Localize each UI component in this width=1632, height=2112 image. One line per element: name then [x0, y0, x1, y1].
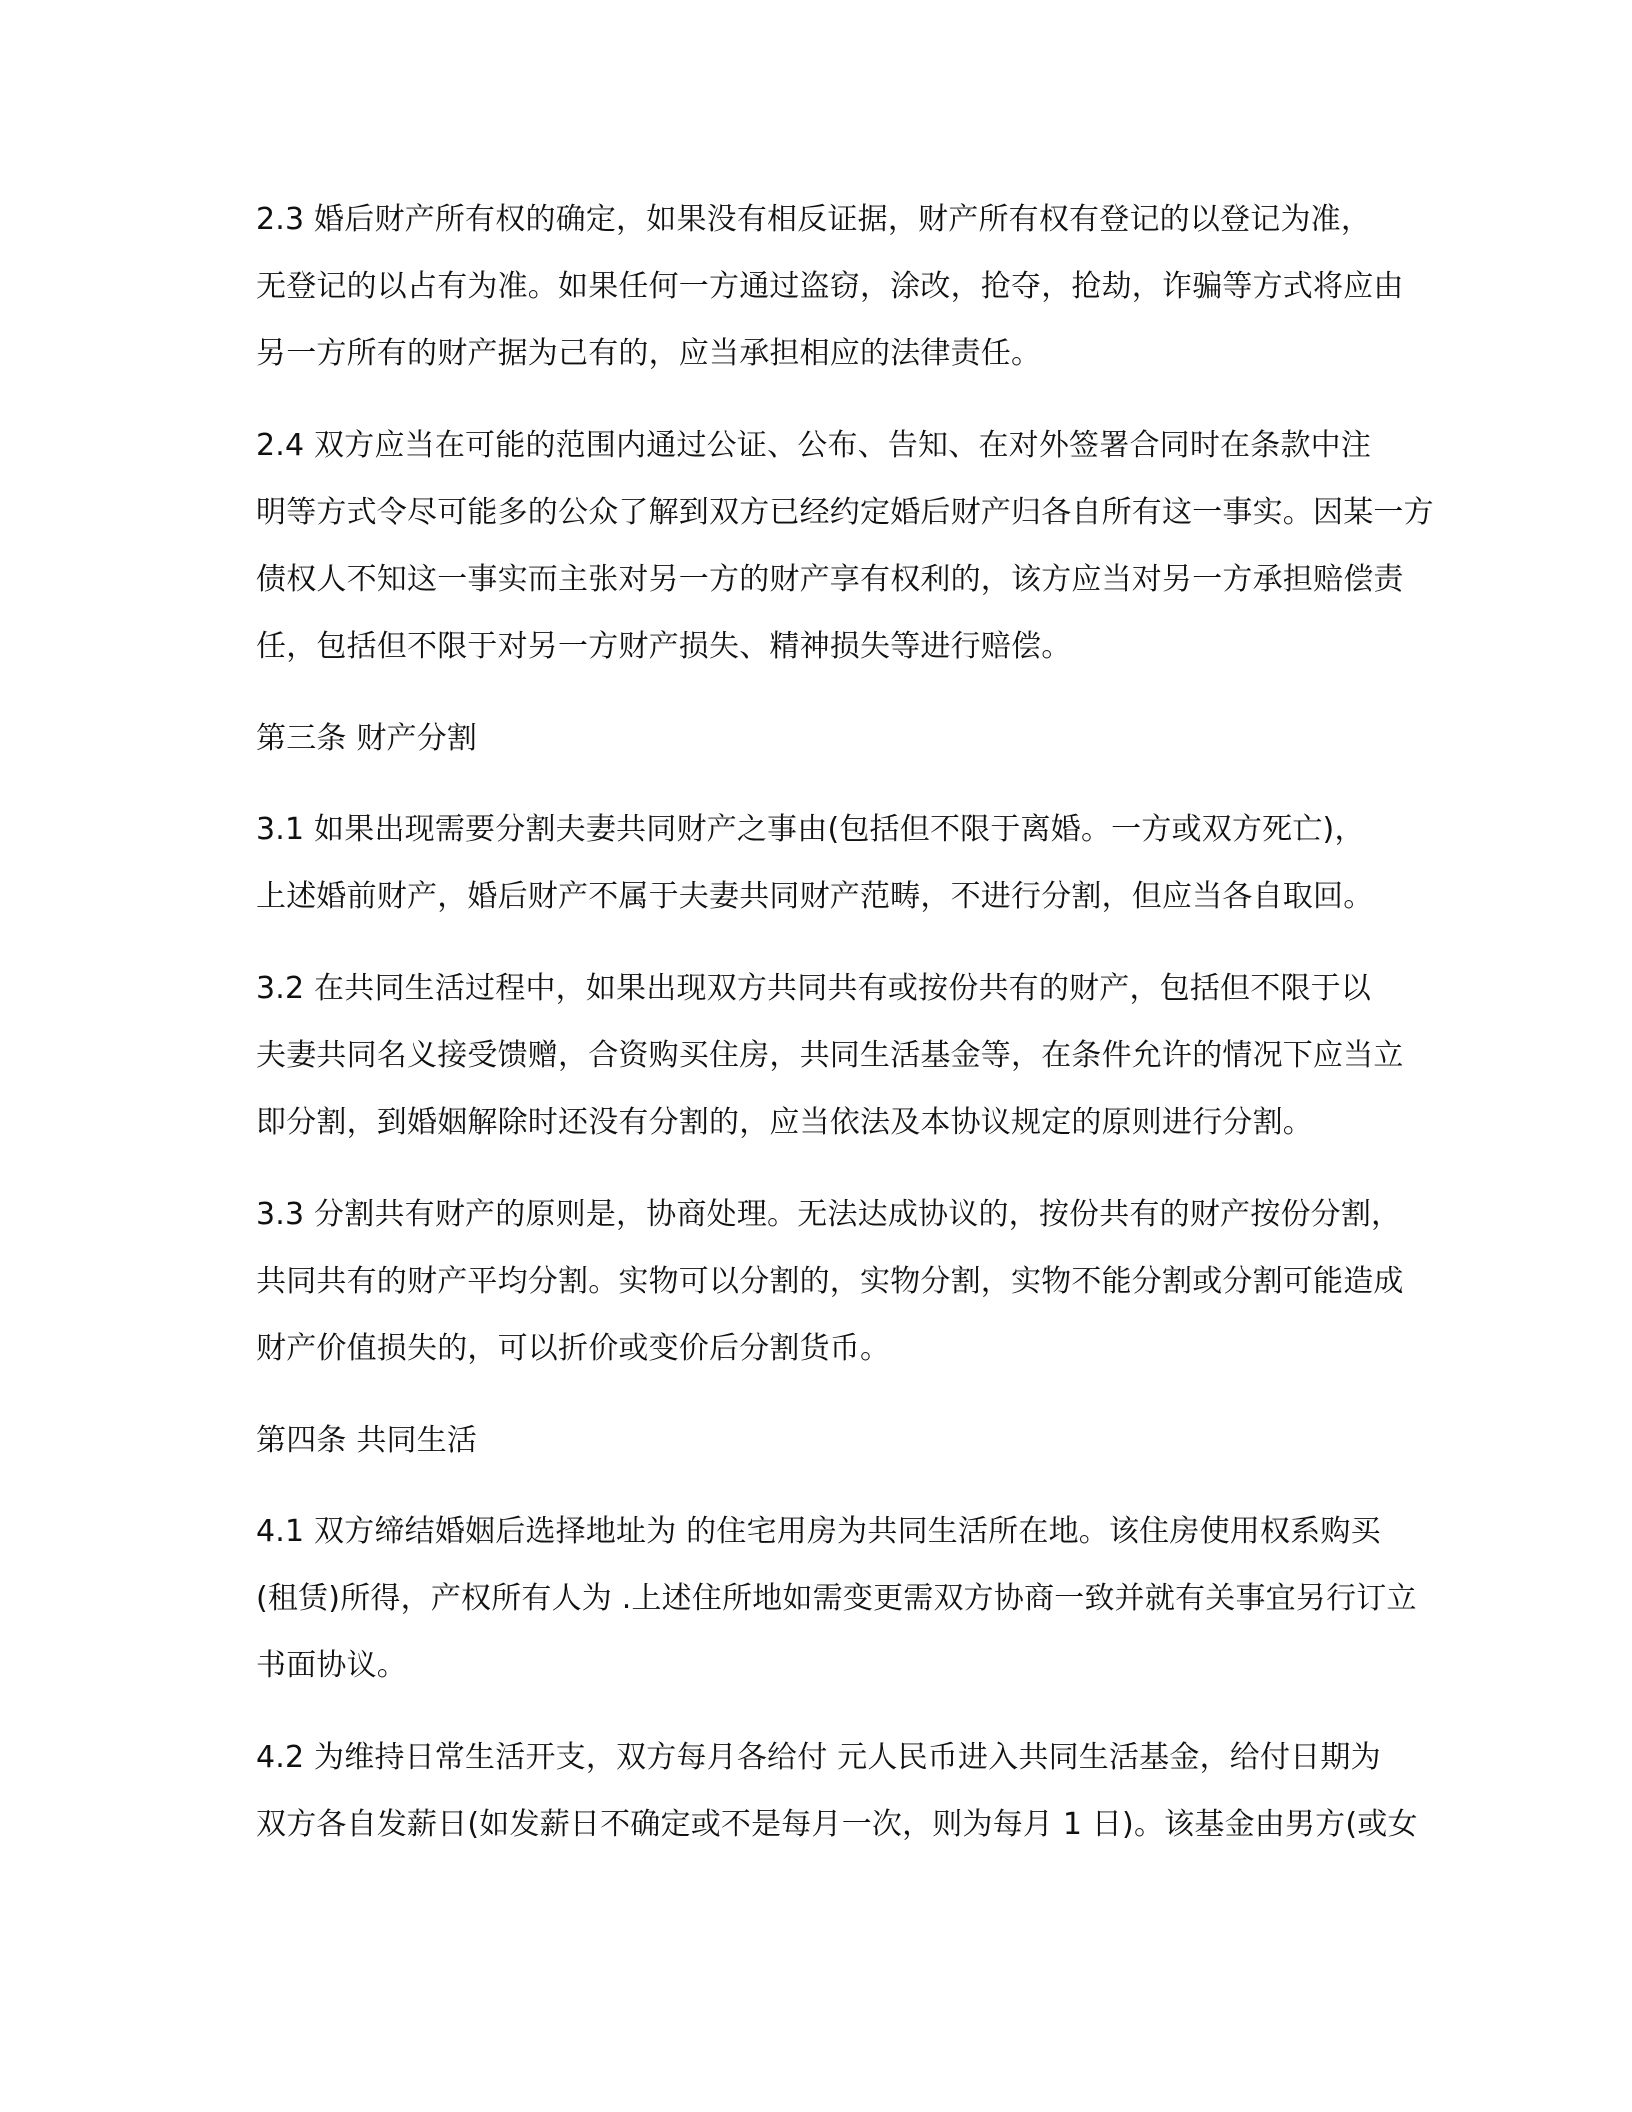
text-line: 3.1 如果出现需要分割夫妻共同财产之事由(包括但不限于离婚。一方或双方死亡)， — [256, 812, 1365, 847]
text-line: 上述婚前财产，婚后财产不属于夫妻共同财产范畴，不进行分割，但应当各自取回。 — [256, 879, 1374, 914]
text-line: 第四条 共同生活 — [256, 1423, 478, 1458]
text-line: 任，包括但不限于对另一方财产损失、精神损失等进行赔偿。 — [256, 629, 1072, 664]
clause-3-1 — [192, 796, 1450, 930]
text-line: 第三条 财产分割 — [256, 721, 478, 756]
clause-2-4 — [192, 412, 1450, 680]
text-line: 夫妻共同名义接受馈赠，合资购买住房，共同生活基金等，在条件允许的情况下应当立 — [256, 1038, 1404, 1073]
document-body — [192, 186, 1450, 1883]
text-line: 3.2 在共同生活过程中，如果出现双方共同共有或按份共有的财产，包括但不限于以 — [256, 971, 1372, 1006]
text-line: 2.3 婚后财产所有权的确定，如果没有相反证据，财产所有权有登记的以登记为准， — [256, 202, 1372, 237]
article-4-heading — [192, 1407, 1450, 1474]
clause-4-1 — [192, 1498, 1450, 1699]
text-line: 书面协议。 — [256, 1648, 407, 1683]
text-line: 2.4 双方应当在可能的范围内通过公证、公布、告知、在对外签署合同时在条款中注 — [256, 428, 1372, 463]
text-line: 债权人不知这一事实而主张对另一方的财产享有权利的，该方应当对另一方承担赔偿责 — [256, 562, 1404, 597]
clause-2-3 — [192, 186, 1450, 387]
text-line: (租赁)所得，产权所有人为 .上述住所地如需变更需双方协商一致并就有关事宜另行订立 — [256, 1581, 1417, 1616]
text-line: 共同共有的财产平均分割。实物可以分割的，实物分割，实物不能分割或分割可能造成 — [256, 1264, 1404, 1299]
clause-4-2 — [192, 1724, 1450, 1858]
clause-3-2 — [192, 955, 1450, 1156]
text-line: 财产价值损失的，可以折价或变价后分割货币。 — [256, 1331, 891, 1366]
article-3-heading — [192, 705, 1450, 772]
text-line: 3.3 分割共有财产的原则是，协商处理。无法达成协议的，按份共有的财产按份分割， — [256, 1197, 1402, 1232]
text-line: 4.2 为维持日常生活开支，双方每月各给付 元人民币进入共同生活基金，给付日期为 — [256, 1740, 1381, 1775]
text-line: 即分割，到婚姻解除时还没有分割的，应当依法及本协议规定的原则进行分割。 — [256, 1105, 1313, 1140]
clause-3-3 — [192, 1181, 1450, 1382]
text-line: 4.1 双方缔结婚姻后选择地址为 的住宅用房为共同生活所在地。该住房使用权系购买 — [256, 1514, 1381, 1549]
text-line: 另一方所有的财产据为己有的，应当承担相应的法律责任。 — [256, 336, 1042, 371]
text-line: 明等方式令尽可能多的公众了解到双方已经约定婚后财产归各自所有这一事实。因某一方 — [256, 495, 1434, 530]
text-line: 双方各自发薪日(如发薪日不确定或不是每月一次，则为每月 1 日)。该基金由男方(或女 — [256, 1807, 1418, 1842]
text-line: 无登记的以占有为准。如果任何一方通过盗窃，涂改，抢夺，抢劫，诈骗等方式将应由 — [256, 269, 1404, 304]
